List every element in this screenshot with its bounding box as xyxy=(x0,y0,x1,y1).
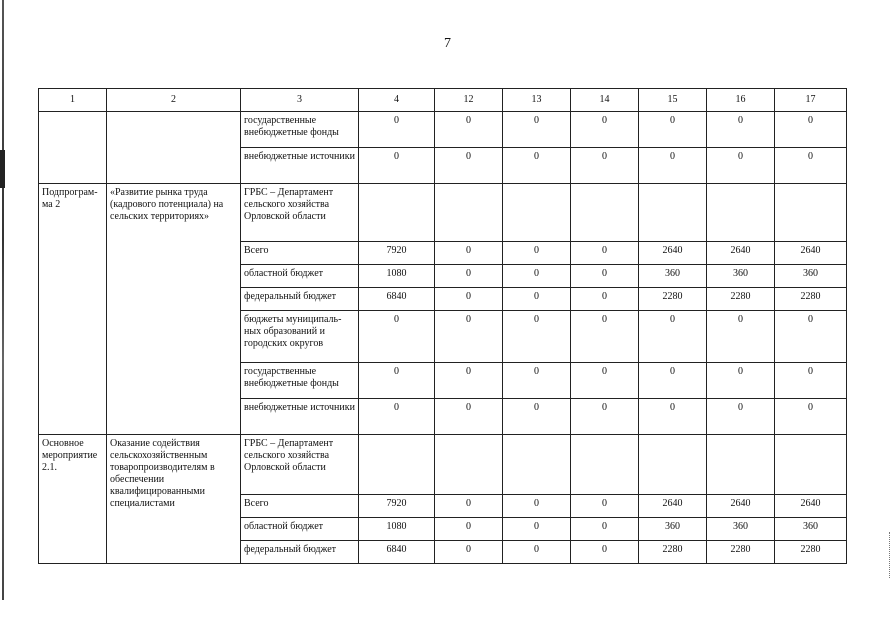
value-cell: 0 xyxy=(435,288,503,311)
page-number: 7 xyxy=(444,36,451,51)
funding-source-label: внебюджетные источники xyxy=(241,148,359,184)
value-cell: 0 xyxy=(359,363,435,399)
table-row xyxy=(39,184,847,242)
funding-source-label: внебюджетные источники xyxy=(241,399,359,435)
value-cell: 0 xyxy=(435,495,503,518)
column-header: 3 xyxy=(241,89,359,112)
subprogram-name: «Развитие рынка труда (кадрового потенциала) на сельских территориях» xyxy=(107,184,241,435)
column-header: 1 xyxy=(39,89,107,112)
value-cell xyxy=(775,435,847,495)
table-row xyxy=(39,435,847,495)
budget-table xyxy=(38,88,847,564)
value-cell: 0 xyxy=(571,148,639,184)
value-cell: 0 xyxy=(571,311,639,363)
value-cell: 0 xyxy=(503,242,571,265)
value-cell: 0 xyxy=(775,311,847,363)
value-cell: 2280 xyxy=(639,288,707,311)
value-cell xyxy=(571,184,639,242)
value-cell: 0 xyxy=(435,541,503,564)
value-cell: 0 xyxy=(503,112,571,148)
value-cell: 0 xyxy=(435,148,503,184)
table-header-row xyxy=(39,89,847,112)
value-cell: 360 xyxy=(775,518,847,541)
scan-edge-mark xyxy=(2,0,4,600)
value-cell: 0 xyxy=(571,288,639,311)
value-cell: 0 xyxy=(503,495,571,518)
column-header: 16 xyxy=(707,89,775,112)
value-cell xyxy=(639,184,707,242)
scan-edge-mark-right xyxy=(889,532,892,578)
activity-name: Оказание содействия сельскохозяйственным товаропроизводителям в обеспечении квалифицированными специалистами xyxy=(107,435,241,564)
column-header: 17 xyxy=(775,89,847,112)
value-cell: 0 xyxy=(639,399,707,435)
value-cell: 0 xyxy=(435,242,503,265)
value-cell: 0 xyxy=(639,112,707,148)
value-cell: 2280 xyxy=(707,288,775,311)
value-cell: 0 xyxy=(571,495,639,518)
column-header: 2 xyxy=(107,89,241,112)
funding-source-label: ГРБС – Департамент сельского хозяйства Орловской области xyxy=(241,435,359,495)
value-cell: 0 xyxy=(639,311,707,363)
value-cell: 2280 xyxy=(775,288,847,311)
continued-program-cell xyxy=(39,112,107,184)
value-cell: 0 xyxy=(359,148,435,184)
value-cell xyxy=(707,435,775,495)
value-cell: 0 xyxy=(359,399,435,435)
value-cell: 2640 xyxy=(707,242,775,265)
value-cell: 0 xyxy=(775,112,847,148)
scan-edge-blot xyxy=(0,150,5,188)
funding-source-label: областной бюджет xyxy=(241,518,359,541)
value-cell: 0 xyxy=(503,399,571,435)
funding-source-label: областной бюджет xyxy=(241,265,359,288)
value-cell: 0 xyxy=(503,518,571,541)
value-cell: 0 xyxy=(435,399,503,435)
value-cell xyxy=(435,184,503,242)
value-cell: 0 xyxy=(775,363,847,399)
continued-name-cell xyxy=(107,112,241,184)
value-cell: 7920 xyxy=(359,242,435,265)
value-cell: 0 xyxy=(775,399,847,435)
value-cell: 2280 xyxy=(639,541,707,564)
value-cell: 2640 xyxy=(639,242,707,265)
value-cell: 0 xyxy=(359,311,435,363)
value-cell: 2640 xyxy=(639,495,707,518)
value-cell: 0 xyxy=(503,541,571,564)
column-header: 12 xyxy=(435,89,503,112)
value-cell: 1080 xyxy=(359,518,435,541)
value-cell: 1080 xyxy=(359,265,435,288)
value-cell: 0 xyxy=(571,112,639,148)
value-cell: 0 xyxy=(775,148,847,184)
value-cell xyxy=(775,184,847,242)
value-cell xyxy=(359,184,435,242)
value-cell: 2280 xyxy=(775,541,847,564)
column-header: 13 xyxy=(503,89,571,112)
value-cell: 360 xyxy=(707,265,775,288)
value-cell xyxy=(503,435,571,495)
value-cell: 0 xyxy=(435,311,503,363)
value-cell: 0 xyxy=(639,148,707,184)
funding-source-label: государственные внебюджетные фонды xyxy=(241,363,359,399)
value-cell: 0 xyxy=(571,265,639,288)
value-cell: 0 xyxy=(503,265,571,288)
value-cell: 360 xyxy=(775,265,847,288)
table-row xyxy=(39,112,847,148)
value-cell: 0 xyxy=(435,518,503,541)
value-cell: 0 xyxy=(571,242,639,265)
value-cell: 2640 xyxy=(775,242,847,265)
subprogram-code: Подпрограм-ма 2 xyxy=(39,184,107,435)
value-cell xyxy=(359,435,435,495)
funding-source-label: Всего xyxy=(241,242,359,265)
funding-source-label: ГРБС – Департамент сельского хозяйства Орловской области xyxy=(241,184,359,242)
value-cell: 2640 xyxy=(707,495,775,518)
value-cell: 0 xyxy=(707,363,775,399)
column-header: 15 xyxy=(639,89,707,112)
value-cell: 0 xyxy=(359,112,435,148)
value-cell: 2640 xyxy=(775,495,847,518)
value-cell: 2280 xyxy=(707,541,775,564)
value-cell: 7920 xyxy=(359,495,435,518)
value-cell: 0 xyxy=(503,148,571,184)
value-cell: 0 xyxy=(707,311,775,363)
funding-source-label: бюджеты муниципаль-ных образований и городских округов xyxy=(241,311,359,363)
value-cell: 6840 xyxy=(359,288,435,311)
value-cell: 0 xyxy=(503,288,571,311)
value-cell: 0 xyxy=(571,541,639,564)
value-cell xyxy=(571,435,639,495)
value-cell: 6840 xyxy=(359,541,435,564)
activity-code: Основное мероприятие 2.1. xyxy=(39,435,107,564)
funding-source-label: государственные внебюджетные фонды xyxy=(241,112,359,148)
value-cell: 0 xyxy=(503,363,571,399)
value-cell: 0 xyxy=(571,363,639,399)
funding-source-label: федеральный бюджет xyxy=(241,541,359,564)
value-cell xyxy=(435,435,503,495)
value-cell: 0 xyxy=(571,518,639,541)
value-cell: 360 xyxy=(707,518,775,541)
value-cell: 0 xyxy=(435,363,503,399)
value-cell: 360 xyxy=(639,265,707,288)
value-cell: 0 xyxy=(503,311,571,363)
value-cell: 0 xyxy=(707,399,775,435)
value-cell xyxy=(503,184,571,242)
value-cell: 0 xyxy=(435,112,503,148)
value-cell: 0 xyxy=(707,112,775,148)
value-cell: 0 xyxy=(571,399,639,435)
column-header: 14 xyxy=(571,89,639,112)
value-cell: 0 xyxy=(435,265,503,288)
value-cell xyxy=(639,435,707,495)
column-header: 4 xyxy=(359,89,435,112)
funding-source-label: федеральный бюджет xyxy=(241,288,359,311)
value-cell: 0 xyxy=(639,363,707,399)
value-cell xyxy=(707,184,775,242)
value-cell: 360 xyxy=(639,518,707,541)
value-cell: 0 xyxy=(707,148,775,184)
funding-source-label: Всего xyxy=(241,495,359,518)
